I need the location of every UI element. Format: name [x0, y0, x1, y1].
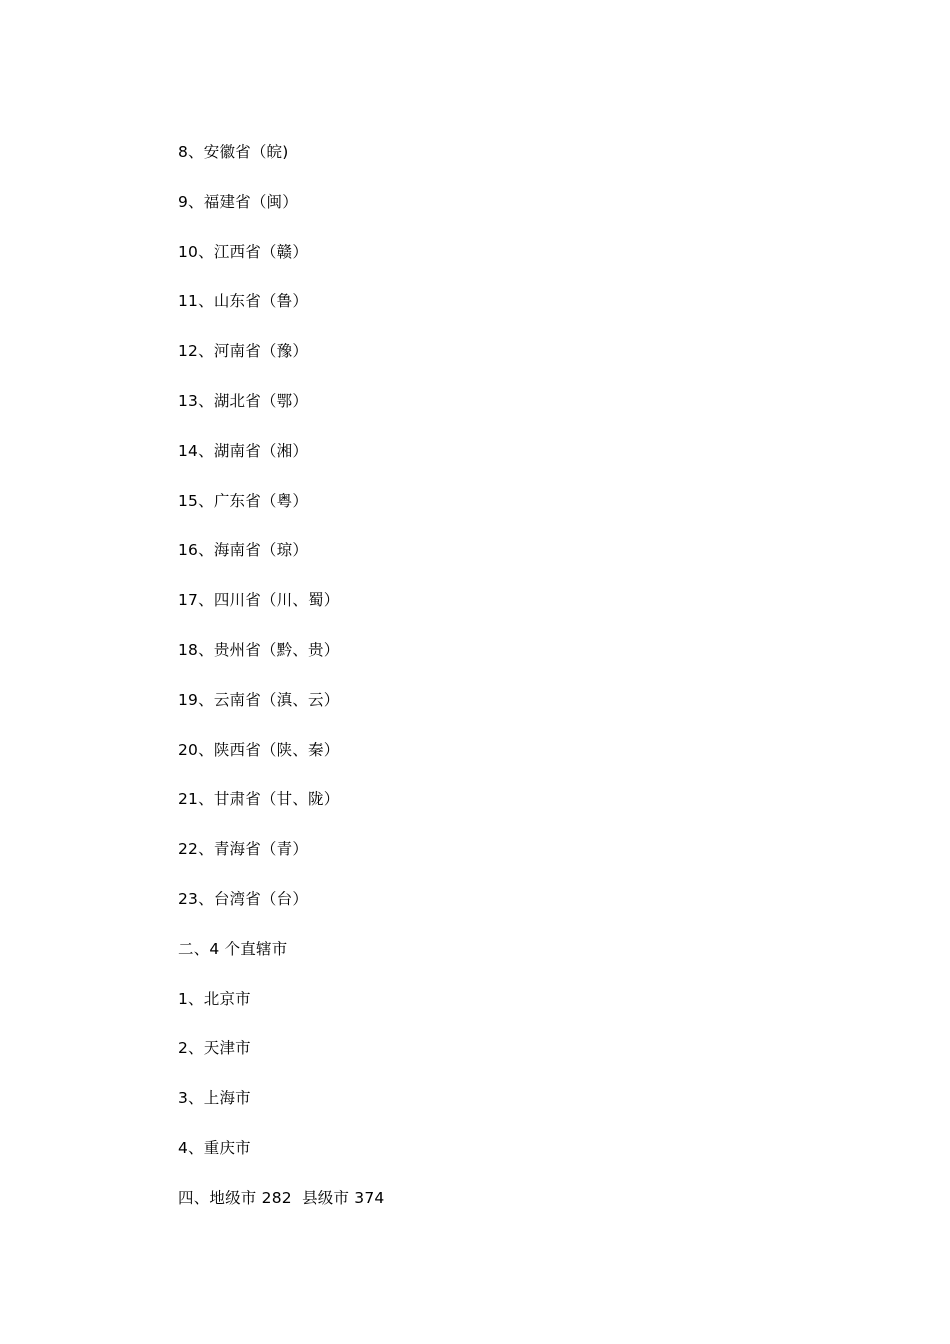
list-item-fujian: 9、福建省（闽）	[178, 192, 298, 211]
list-item-shanghai: 3、上海市	[178, 1089, 251, 1108]
list-item-jiangxi: 10、江西省（赣）	[178, 242, 309, 261]
list-item-tianjin: 2、天津市	[178, 1039, 251, 1058]
list-item-anhui: 8、安徽省（皖)	[178, 143, 289, 161]
list-item-sichuan: 17、四川省（川、蜀）	[178, 591, 340, 610]
list-item-hunan: 14、湖南省（湘）	[178, 441, 309, 460]
section-heading-municipalities: 二、4 个直辖市	[178, 939, 288, 958]
list-item-chongqing: 4、重庆市	[178, 1138, 251, 1157]
list-item-guizhou: 18、贵州省（黔、贵）	[178, 640, 340, 659]
list-item-guangdong: 15、广东省（粤）	[178, 491, 309, 510]
list-item-hainan: 16、海南省（琼）	[178, 541, 309, 560]
list-item-yunnan: 19、云南省（滇、云）	[178, 690, 340, 709]
list-item-shandong: 11、山东省（鲁）	[178, 292, 309, 311]
list-item-taiwan: 23、台湾省（台）	[178, 889, 309, 908]
list-item-beijing: 1、北京市	[178, 989, 251, 1008]
section-heading-city-counts: 四、地级市 282 县级市 374	[178, 1188, 385, 1207]
document-body	[178, 140, 798, 1236]
list-item-qinghai: 22、青海省（青）	[178, 840, 309, 859]
list-item-henan: 12、河南省（豫）	[178, 342, 309, 361]
list-item-gansu: 21、甘肃省（甘、陇）	[178, 790, 340, 809]
list-item-shaanxi: 20、陕西省（陕、秦）	[178, 740, 340, 759]
list-item-hubei: 13、湖北省（鄂）	[178, 391, 309, 410]
